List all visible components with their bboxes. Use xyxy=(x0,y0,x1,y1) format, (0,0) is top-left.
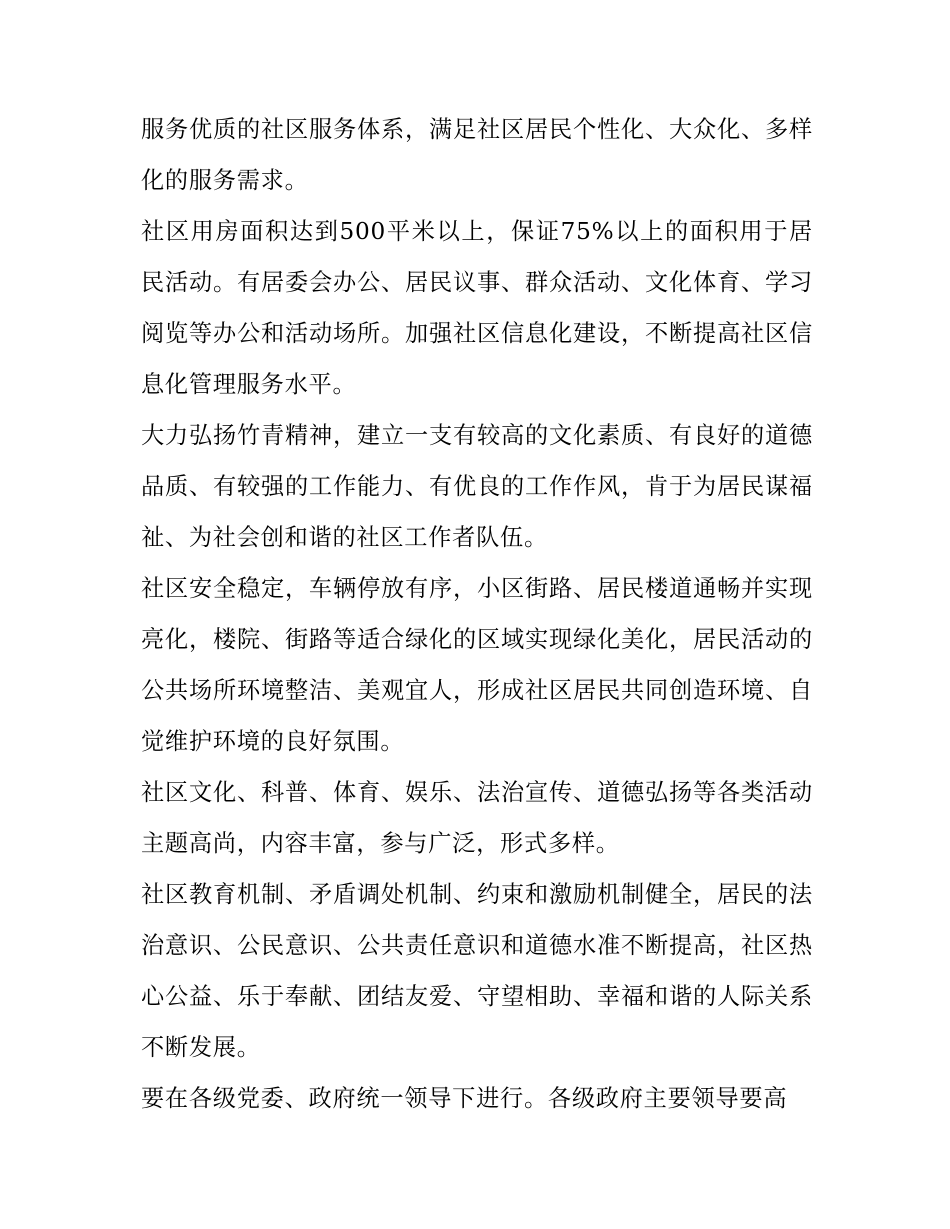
paragraph-leadership: 要在各级党委、政府统一领导下进行。各级政府主要领导要高 xyxy=(141,1085,788,1112)
document-body xyxy=(141,104,813,1124)
paragraph-community-housing: 社区用房面积达到500平米以上，保证75%以上的面积用于居民活动。有居委会办公、居民议事、群众活动、文化体育、学习阅览等办公和活动场所。加强社区信息化建设，不断提高社区信息化管理服务水平。 xyxy=(141,218,813,398)
paragraph-culture-activities: 社区文化、科普、体育、娱乐、法治宣传、道德弘扬等各类活动主题高尚，内容丰富，参与广泛，形式多样。 xyxy=(141,779,813,857)
paragraph-safety-environment: 社区安全稳定，车辆停放有序，小区街路、居民楼道通畅并实现亮化，楼院、街路等适合绿化的区域实现绿化美化，居民活动的公共场所环境整洁、美观宜人，形成社区居民共同创造环境、自觉维护环境的良好氛围。 xyxy=(141,575,813,755)
paragraph-service-system: 服务优质的社区服务体系，满足社区居民个性化、大众化、多样化的服务需求。 xyxy=(141,116,813,194)
paragraph-mechanisms: 社区教育机制、矛盾调处机制、约束和激励机制健全，居民的法治意识、公民意识、公共责任意识和道德水准不断提高，社区热心公益、乐于奉献、团结友爱、守望相助、幸福和谐的人际关系不断发展。 xyxy=(141,881,813,1061)
paragraph-worker-team: 大力弘扬竹青精神，建立一支有较高的文化素质、有良好的道德品质、有较强的工作能力、有优良的工作作风，肯于为居民谋福祉、为社会创和谐的社区工作者队伍。 xyxy=(141,422,813,551)
